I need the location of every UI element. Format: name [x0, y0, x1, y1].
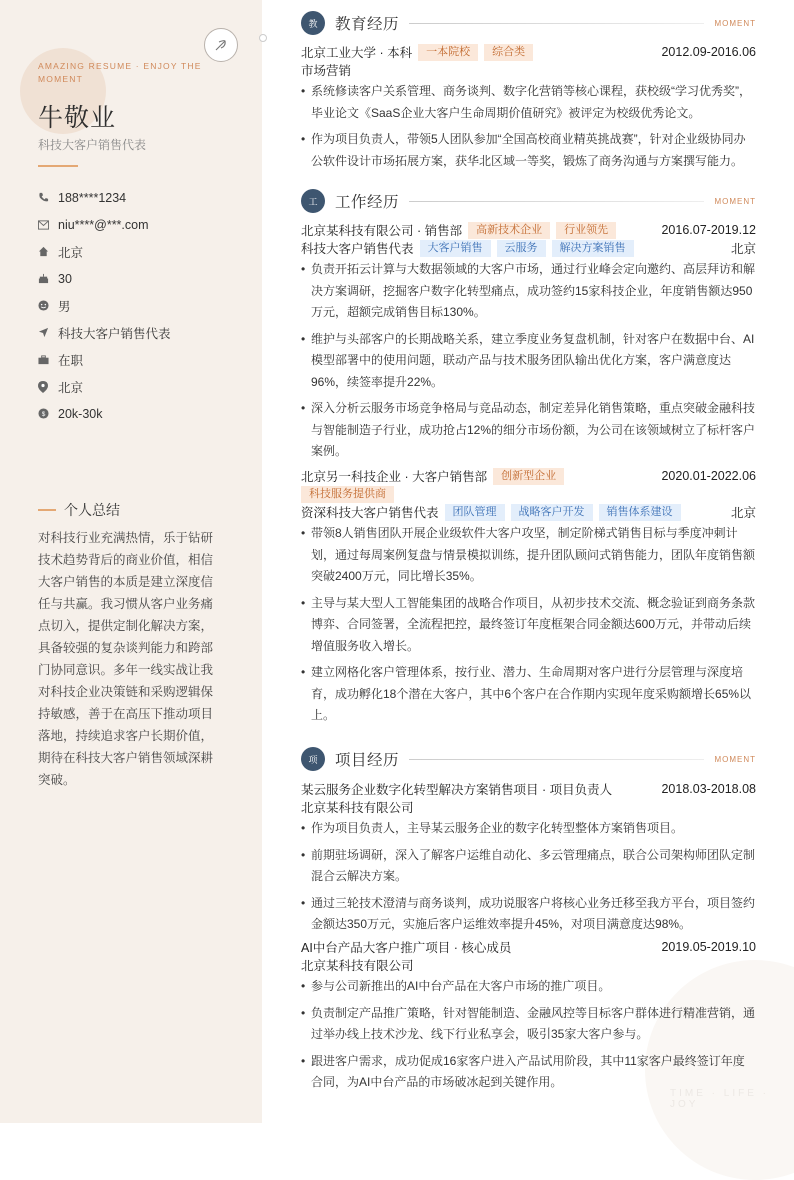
email-value: niu****@***.com	[58, 217, 149, 232]
location-value: 北京	[58, 245, 84, 260]
company-name: 北京某科技有限公司 · 销售部	[301, 224, 463, 238]
education-entry	[301, 43, 756, 177]
project-row	[301, 780, 756, 798]
company-tag: 高新技术企业	[468, 222, 550, 239]
summary-heading	[38, 500, 120, 520]
company-tag: 创新型企业	[493, 468, 564, 485]
info-target-role	[38, 319, 171, 346]
education-badge: 教	[301, 11, 325, 35]
info-target-city	[38, 373, 171, 400]
info-location	[38, 238, 171, 265]
project-row	[301, 938, 756, 956]
section-rule	[409, 201, 704, 202]
age-value: 30	[58, 271, 72, 286]
watermark: TIME · LIFE · JOY	[670, 1088, 769, 1110]
projects-title: 项目经历	[335, 752, 400, 769]
smiley-icon	[38, 300, 58, 311]
target-role-value: 科技大客户销售代表	[58, 326, 171, 341]
position-tag: 大客户销售	[420, 240, 491, 257]
job-entry	[301, 467, 756, 732]
salary-value: 20k-30k	[58, 406, 103, 421]
accent-divider	[38, 165, 78, 167]
job-position-row	[301, 239, 756, 257]
bullet-item: • 建立网格化客户管理体系，按行业、潜力、生命周期对客户进行分层管理与深度培育，成功孵化18个潜在大客户，其中6个客户在合作期内实现年度采购额增长65%以上。	[301, 662, 756, 727]
bullet-item: • 作为项目负责人，带领5人团队参加“全国高校商业精英挑战赛”，针对企业级协同办公软件设计市场拓展方案，获华北区域一等奖，锻炼了商务沟通与方案撰写能力。	[301, 129, 756, 172]
bullet-item: • 作为项目负责人，主导某云服务企业的数字化转型整体方案销售项目。	[301, 818, 756, 840]
bullet-item: • 负责制定产品推广策略，针对智能制造、金融风控等目标客户群体进行精准营销，通过举办线上技术沙龙、线下行业私享会，吸引35家大客户参与。	[301, 1003, 756, 1046]
company-name: 北京另一科技企业 · 大客户销售部	[301, 470, 488, 484]
work-heading	[301, 188, 756, 214]
phone-icon	[38, 192, 58, 203]
section-rule	[409, 23, 704, 24]
map-pin-icon	[38, 381, 58, 393]
project-name: AI中台产品大客户推广项目 · 核心成员	[301, 941, 512, 955]
summary-text: 对科技行业充满热情，乐于钻研技术趋势背后的商业价值，相信大客户销售的本质是建立深度信任与共赢。我习惯从客户业务痛点切入，提供定制化解决方案，具备较强的复杂谈判能力和跨部门协同意识。多年一线实战让我对科技企业决策链和采购逻辑保持敏感，善于在高压下推动项目落地，持续追求客户长期价值，期待在科技大客户销售领域深耕突破。	[38, 531, 214, 787]
info-email	[38, 211, 171, 238]
job-city: 北京	[730, 242, 756, 256]
candidate-role: 科技大客户销售代表	[38, 138, 147, 152]
info-salary	[38, 400, 171, 427]
job-city: 北京	[730, 506, 756, 520]
briefcase-icon	[38, 355, 58, 365]
education-bullets	[301, 81, 756, 172]
bullet-item: • 负责开拓云计算与大数据领域的大客户市场，通过行业峰会定向邀约、高层拜访和解决方案调研，挖掘客户数字化转型痛点，成功签约15家科技企业，年度销售额达950万元，超额完成销售目标130%。	[301, 259, 756, 324]
major: 市场营销	[301, 64, 352, 78]
projects-heading	[301, 746, 756, 772]
work-badge: 工	[301, 189, 325, 213]
job-company-row	[301, 221, 756, 239]
decorative-dot	[259, 34, 267, 42]
project-entry	[301, 938, 756, 1099]
section-tag: MOMENT	[714, 754, 756, 764]
bullet-item: • 通过三轮技术澄清与商务谈判，成功说服客户将核心业务迁移至我方平台，项目签约金额达350万元，实施后客户运维效率提升45%，对项目满意度达98%。	[301, 893, 756, 936]
school-tag: 一本院校	[418, 44, 478, 61]
target-city-value: 北京	[58, 380, 84, 395]
major-row	[301, 61, 756, 79]
job-position-row	[301, 503, 756, 521]
position-name: 科技大客户销售代表	[301, 242, 414, 256]
company-tag: 科技服务提供商	[301, 486, 394, 503]
phone-value: 188****1234	[58, 190, 127, 205]
education-row	[301, 43, 756, 61]
summary-bar	[38, 509, 56, 511]
status-value: 在职	[58, 353, 84, 368]
project-bullets	[301, 818, 756, 936]
leaf-icon	[204, 28, 238, 62]
bullet-item: • 主导与某大型人工智能集团的战略合作项目，从初步技术交流、概念验证到商务条款博弈、合同签署，全流程把控，最终签订年度框架合同金额达600万元，并带动后续增值服务收入增长。	[301, 593, 756, 658]
project-entry	[301, 780, 756, 941]
section-rule	[409, 759, 704, 760]
bullet-item: • 带领8人销售团队开展企业级软件大客户攻坚，制定阶梯式销售目标与季度冲刺计划，通过每周案例复盘与情景模拟训练，提升团队顾问式销售能力，团队年度销售额突破2400万元，同比增长35%。	[301, 523, 756, 588]
education-title: 教育经历	[335, 16, 400, 33]
job-period: 2020.01-2022.06	[661, 469, 756, 483]
job-period: 2016.07-2019.12	[661, 223, 756, 237]
position-tag: 团队管理	[445, 504, 505, 521]
project-period: 2018.03-2018.08	[661, 782, 756, 796]
section-tag: MOMENT	[714, 196, 756, 206]
job-bullets	[301, 523, 756, 727]
cake-icon	[38, 273, 58, 284]
bullet-item: • 参与公司新推出的AI中台产品在大客户市场的推广项目。	[301, 976, 756, 998]
bullet-item: • 跟进客户需求，成功促成16家客户进入产品试用阶段，其中11家客户最终签订年度合同，为AI中台产品的市场破冰起到关键作用。	[301, 1051, 756, 1094]
company-tag: 行业领先	[556, 222, 616, 239]
education-period: 2012.09-2016.06	[661, 45, 756, 59]
tagline: AMAZING RESUME · ENJOY THE MOMENT	[38, 61, 202, 84]
section-tag: MOMENT	[714, 18, 756, 28]
job-company-row	[301, 467, 756, 485]
summary-title: 个人总结	[64, 502, 120, 518]
bullet-item: • 深入分析云服务市场竞争格局与竞品动态，制定差异化销售策略，重点突破金融科技与智能制造子行业，成功抢占12%的细分市场份额，为公司在该领域树立了标杆客户案例。	[301, 398, 756, 463]
position-tag: 销售体系建设	[599, 504, 681, 521]
school-name: 北京工业大学 · 本科	[301, 46, 413, 60]
info-status	[38, 346, 171, 373]
info-phone	[38, 184, 171, 211]
money-icon	[38, 408, 58, 419]
project-name: 某云服务企业数字化转型解决方案销售项目 · 项目负责人	[301, 783, 613, 797]
bullet-item: • 系统修读客户关系管理、商务谈判、数字化营销等核心课程，获校级“学习优秀奖”，毕业论文《SaaS企业大客户生命周期价值研究》被评定为校级优秀论文。	[301, 81, 756, 124]
work-title: 工作经历	[335, 194, 400, 211]
home-icon	[38, 246, 58, 257]
project-org-row	[301, 956, 756, 974]
send-icon	[38, 327, 58, 338]
school-tag: 综合类	[484, 44, 533, 61]
contact-info	[38, 184, 171, 427]
sidebar	[0, 0, 262, 1123]
candidate-name: 牛敬业	[38, 103, 117, 132]
project-org: 北京某科技有限公司	[301, 959, 414, 973]
project-bullets	[301, 976, 756, 1094]
education-heading	[301, 10, 756, 36]
projects-badge: 项	[301, 747, 325, 771]
bullet-item: • 维护与头部客户的长期战略关系，建立季度业务复盘机制，针对客户在数据中台、AI模型部署中的使用问题，联动产品与技术服务团队输出优化方案，客户满意度达96%，续签率提升22%。	[301, 329, 756, 394]
mail-icon	[38, 220, 58, 230]
info-age	[38, 265, 171, 292]
project-org-row	[301, 798, 756, 816]
project-period: 2019.05-2019.10	[661, 940, 756, 954]
project-org: 北京某科技有限公司	[301, 801, 414, 815]
position-tag: 战略客户开发	[511, 504, 593, 521]
svg-text:$: $	[41, 410, 46, 418]
job-bullets	[301, 259, 756, 463]
info-gender	[38, 292, 171, 319]
gender-value: 男	[58, 299, 71, 314]
bullet-item: • 前期驻场调研，深入了解客户运维自动化、多云管理痛点，联合公司架构师团队定制混合云解决方案。	[301, 845, 756, 888]
position-tag: 云服务	[497, 240, 546, 257]
job-entry	[301, 221, 756, 468]
position-name: 资深科技大客户销售代表	[301, 506, 439, 520]
position-tag: 解决方案销售	[552, 240, 634, 257]
job-tag-row	[301, 485, 756, 503]
